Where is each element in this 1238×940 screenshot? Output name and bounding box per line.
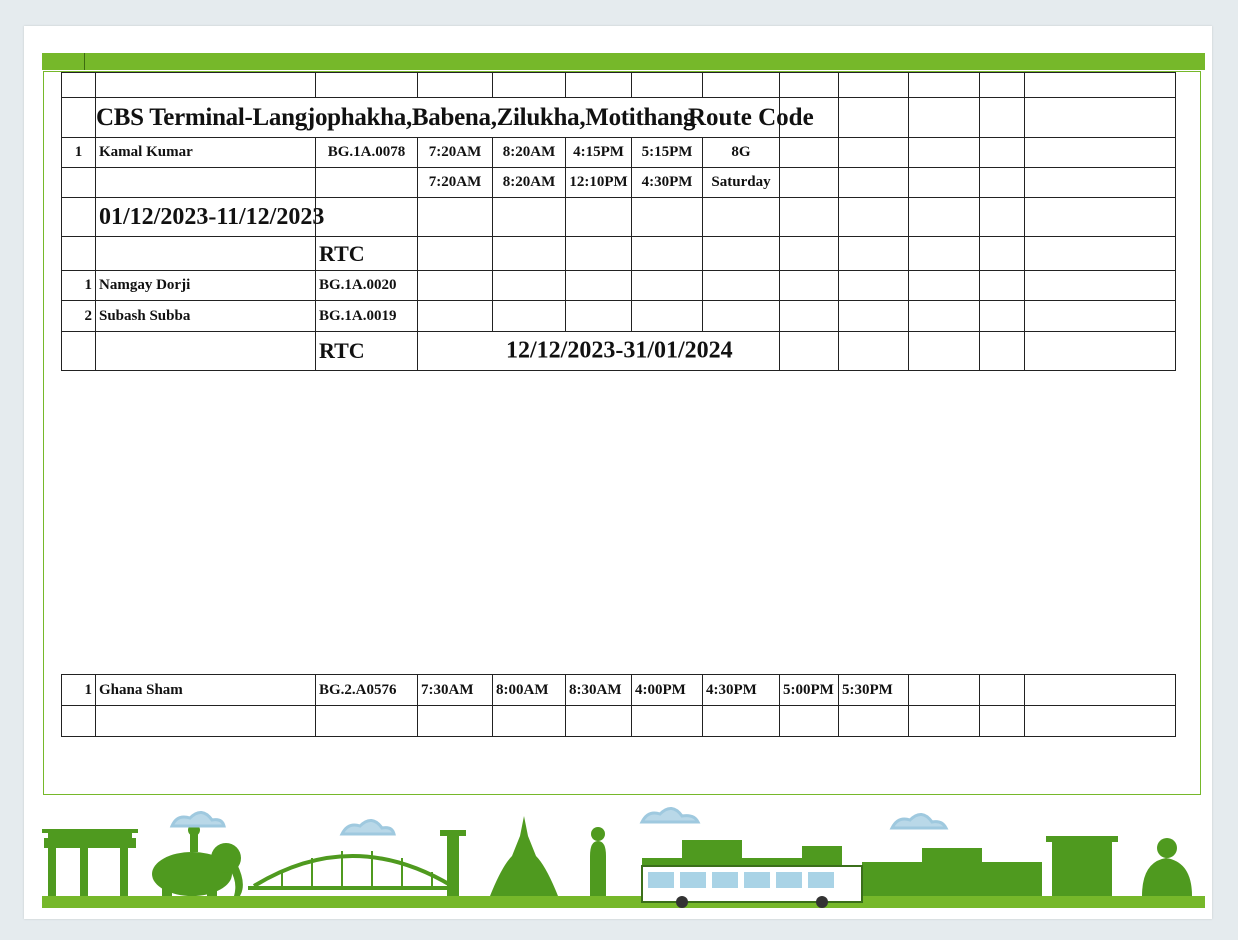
bus-number: BG.1A.0019 [316,301,418,332]
second-schedule-table [61,674,1176,737]
elephant-icon [152,824,243,896]
time-cell: 5:00PM [780,675,839,706]
driver-name: Ghana Sham [96,675,316,706]
time-cell: 4:15PM [566,138,632,168]
time-cell: 4:00PM [632,675,703,706]
bus-number: BG.1A.0078 [316,138,418,168]
bridge-icon [248,851,458,888]
table-row [62,73,1176,98]
time-cell: 8:20AM [493,138,566,168]
skyline-banner [42,796,1205,908]
rtc-label: RTC [316,237,418,271]
gate-icon [42,829,138,896]
buddha-statue-icon [590,827,606,896]
date-range-2: 12/12/2023-31/01/2024 [506,337,733,364]
date-range-1: 01/12/2023-11/12/2023 [96,198,316,237]
rtc-label: RTC [316,332,418,371]
driver-name: Kamal Kumar [96,138,316,168]
time-cell: 12:10PM [566,168,632,198]
time-cell: 4:30PM [632,168,703,198]
row-number: 1 [62,271,96,301]
bus-number: BG.1A.0020 [316,271,418,301]
table-row [62,706,1176,737]
time-cell: 8:30AM [566,675,632,706]
date-range-2-cell [418,332,780,371]
route-schedule-table [61,72,1176,371]
route-title-cell [96,98,814,138]
table-row [62,138,1176,168]
time-cell: 7:30AM [418,675,493,706]
time-cell: 8:00AM [493,675,566,706]
table-row [62,332,1176,371]
route-code-label: Route Code [688,103,814,131]
cloud-icon [172,808,946,834]
bus-icon [642,866,862,908]
table-row [62,675,1176,706]
table-row [62,301,1176,332]
time-cell: 5:30PM [839,675,909,706]
stupa-icon [490,816,558,896]
driver-name: Namgay Dorji [96,271,316,301]
time-cell: 8:20AM [493,168,566,198]
bus-number: BG.2.A0576 [316,675,418,706]
time-cell: 5:15PM [632,138,703,168]
route-title-row [62,98,1176,138]
table-row [62,198,1176,237]
time-cell: 4:30PM [703,675,780,706]
table-row [62,237,1176,271]
row-number: 1 [62,675,96,706]
table-row [62,271,1176,301]
table-row [62,168,1176,198]
driver-name: Subash Subba [96,301,316,332]
day-label: Saturday [703,168,780,198]
route-code-value: 8G [703,138,780,168]
time-cell: 7:20AM [418,168,493,198]
row-number: 1 [62,138,96,168]
time-cell: 7:20AM [418,138,493,168]
document-page [24,26,1212,919]
row-number: 2 [62,301,96,332]
route-title: CBS Terminal-Langjophakha,Babena,Zilukha,Motithang [96,103,696,131]
buddha-seated-icon [1142,838,1192,896]
header-green-bar [42,53,1205,70]
